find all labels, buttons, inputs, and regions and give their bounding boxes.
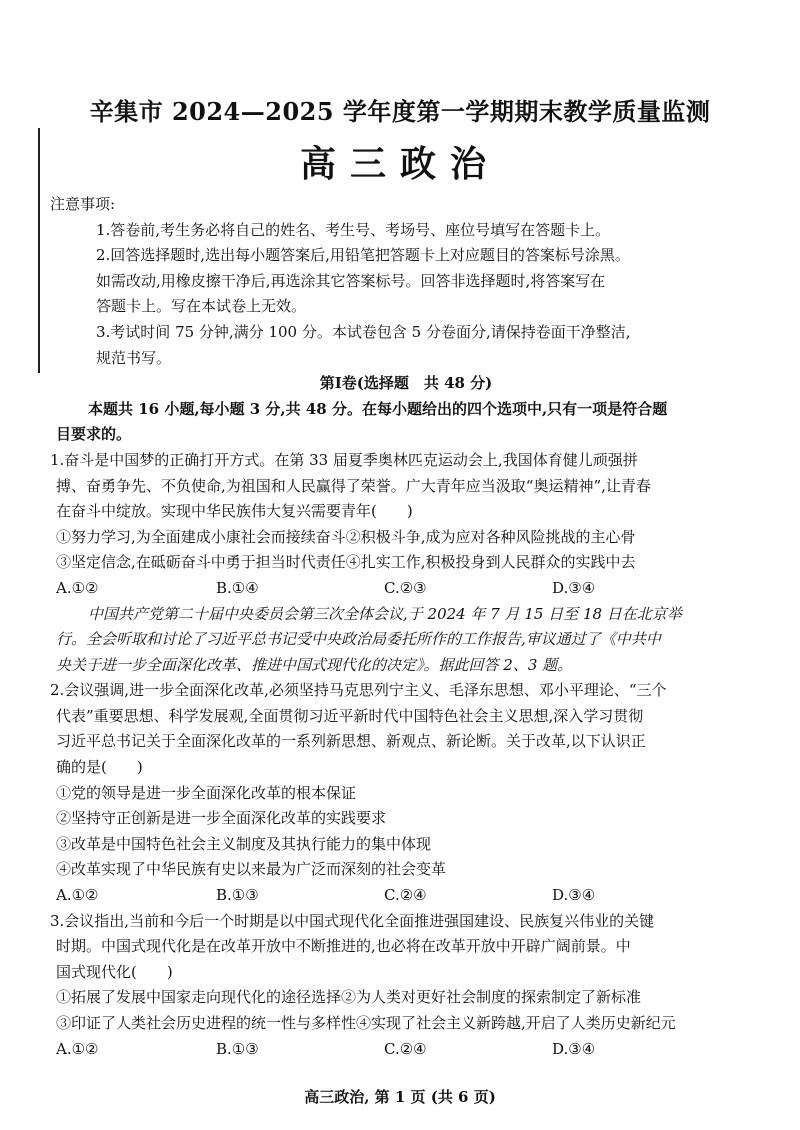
notice-heading: 注意事项: <box>50 195 116 213</box>
question-stem: 搏、奋勇争先、不负使命,为祖国和人民赢得了荣誉。广大青年应当汲取“奥运精神”,让青春 <box>56 476 651 495</box>
option-d: D.③④ <box>552 1039 596 1058</box>
option-b: B.①③ <box>216 1039 259 1058</box>
question-stem: 1.奋斗是中国梦的正确打开方式。在第 33 届夏季奥林匹克运动会上,我国体育健儿顽强拼 <box>50 450 638 469</box>
question-statement: ③印证了人类社会历史进程的统一性与多样性④实现了社会主义新跨越,开启了人类历史新纪元 <box>56 1014 676 1032</box>
section-intro: 本题共 16 小题,每小题 3 分,共 48 分。在每小题给出的四个选项中,只有一项是符合题 <box>88 399 668 418</box>
section-intro: 目要求的。 <box>56 425 132 444</box>
question-statement: ②坚持守正创新是进一步全面深化改革的实践要求 <box>56 809 387 828</box>
question-stem: 确的是( ) <box>56 758 143 777</box>
option-b: B.①④ <box>216 578 259 597</box>
answer-options <box>56 576 756 602</box>
notice-item: 2.回答选择题时,选出每小题答案后,用铅笔把答题卡上对应题目的答案标号涂黑。 <box>96 246 630 265</box>
exam-content <box>50 192 756 1062</box>
question-statement: ①党的领导是进一步全面深化改革的根本保证 <box>56 783 357 802</box>
question-stem: 3.会议指出,当前和今后一个时期是以中国式现代化全面推进强国建设、民族复兴伟业的关键 <box>50 911 655 930</box>
notice-item: 答题卡上。写在本试卷上无效。 <box>96 297 307 316</box>
question-statement: ④改革实现了中华民族有史以来最为广泛而深刻的社会变革 <box>56 860 447 879</box>
option-d: D.③④ <box>552 578 596 597</box>
question-statement: ③坚定信念,在砥砺奋斗中勇于担当时代责任④扎实工作,积极投身到人民群众的实践中去 <box>56 553 636 572</box>
material-text: 行。全会听取和讨论了习近平总书记受中央政治局委托所作的工作报告,审议通过了《中共中 <box>56 630 661 649</box>
question-statement: ①努力学习,为全面建成小康社会而接续奋斗②积极斗争,成为应对各种风险挑战的主心骨 <box>56 527 636 546</box>
option-a: A.①② <box>56 578 99 597</box>
option-a: A.①② <box>56 1039 99 1058</box>
answer-options <box>56 883 756 909</box>
question-stem: 国式现代化( ) <box>56 962 173 981</box>
question-stem: 习近平总书记关于全面深化改革的一系列新思想、新观点、新论断。关于改革,以下认识正 <box>56 732 646 751</box>
question-statement: ③改革是中国特色社会主义制度及其执行能力的集中体现 <box>56 834 432 853</box>
subject-title: 高三政治 <box>299 143 500 185</box>
material-text: 央关于进一步全面深化改革、推进中国式现代化的决定》。据此回答 2、3 题。 <box>56 655 573 674</box>
section-title: 第Ⅰ卷(选择题 共 48 分) <box>319 374 493 393</box>
page-footer: 高三政治, 第 1 页 (共 6 页) <box>304 1088 496 1106</box>
question-stem: 代表”重要思想、科学发展观,全面贯彻习近平新时代中国特色社会主义思想,深入学习贯彻 <box>56 706 644 725</box>
question-stem: 2.会议强调,进一步全面深化改革,必须坚持马克思列宁主义、毛泽东思想、邓小平理论、“三个 <box>50 681 667 700</box>
option-c: C.②③ <box>384 578 427 597</box>
option-a: A.①② <box>56 886 99 905</box>
notice-item: 规范书写。 <box>96 348 172 367</box>
answer-options <box>56 1037 756 1063</box>
notice-item: 3.考试时间 75 分钟,满分 100 分。本试卷包含 5 分卷面分,请保持卷面干净整洁, <box>96 322 631 341</box>
option-c: C.②④ <box>384 886 427 905</box>
notice-item: 1.答卷前,考生务必将自己的姓名、考生号、考场号、座位号填写在答题卡上。 <box>96 220 611 239</box>
notice-item: 如需改动,用橡皮擦干净后,再选涂其它答案标号。回答非选择题时,将答案写在 <box>96 271 606 290</box>
option-c: C.②④ <box>384 1039 427 1058</box>
question-stem: 时期。中国式现代化是在改革开放中不断推进的,也必将在改革开放中开辟广阔前景。中 <box>56 937 631 956</box>
option-d: D.③④ <box>552 886 596 905</box>
question-statement: ①拓展了发展中国家走向现代化的途径选择②为人类对更好社会制度的探索制定了新标准 <box>56 988 642 1007</box>
option-b: B.①③ <box>216 886 259 905</box>
exam-title: 辛集市 2024—2025 学年度第一学期期末教学质量监测 <box>89 97 711 126</box>
material-text: 中国共产党第二十届中央委员会第三次全体会议,于 2024 年 7 月 15 日至 18 日在北京举 <box>88 604 682 623</box>
question-stem: 在奋斗中绽放。实现中华民族伟大复兴需要青年( ) <box>56 502 413 521</box>
